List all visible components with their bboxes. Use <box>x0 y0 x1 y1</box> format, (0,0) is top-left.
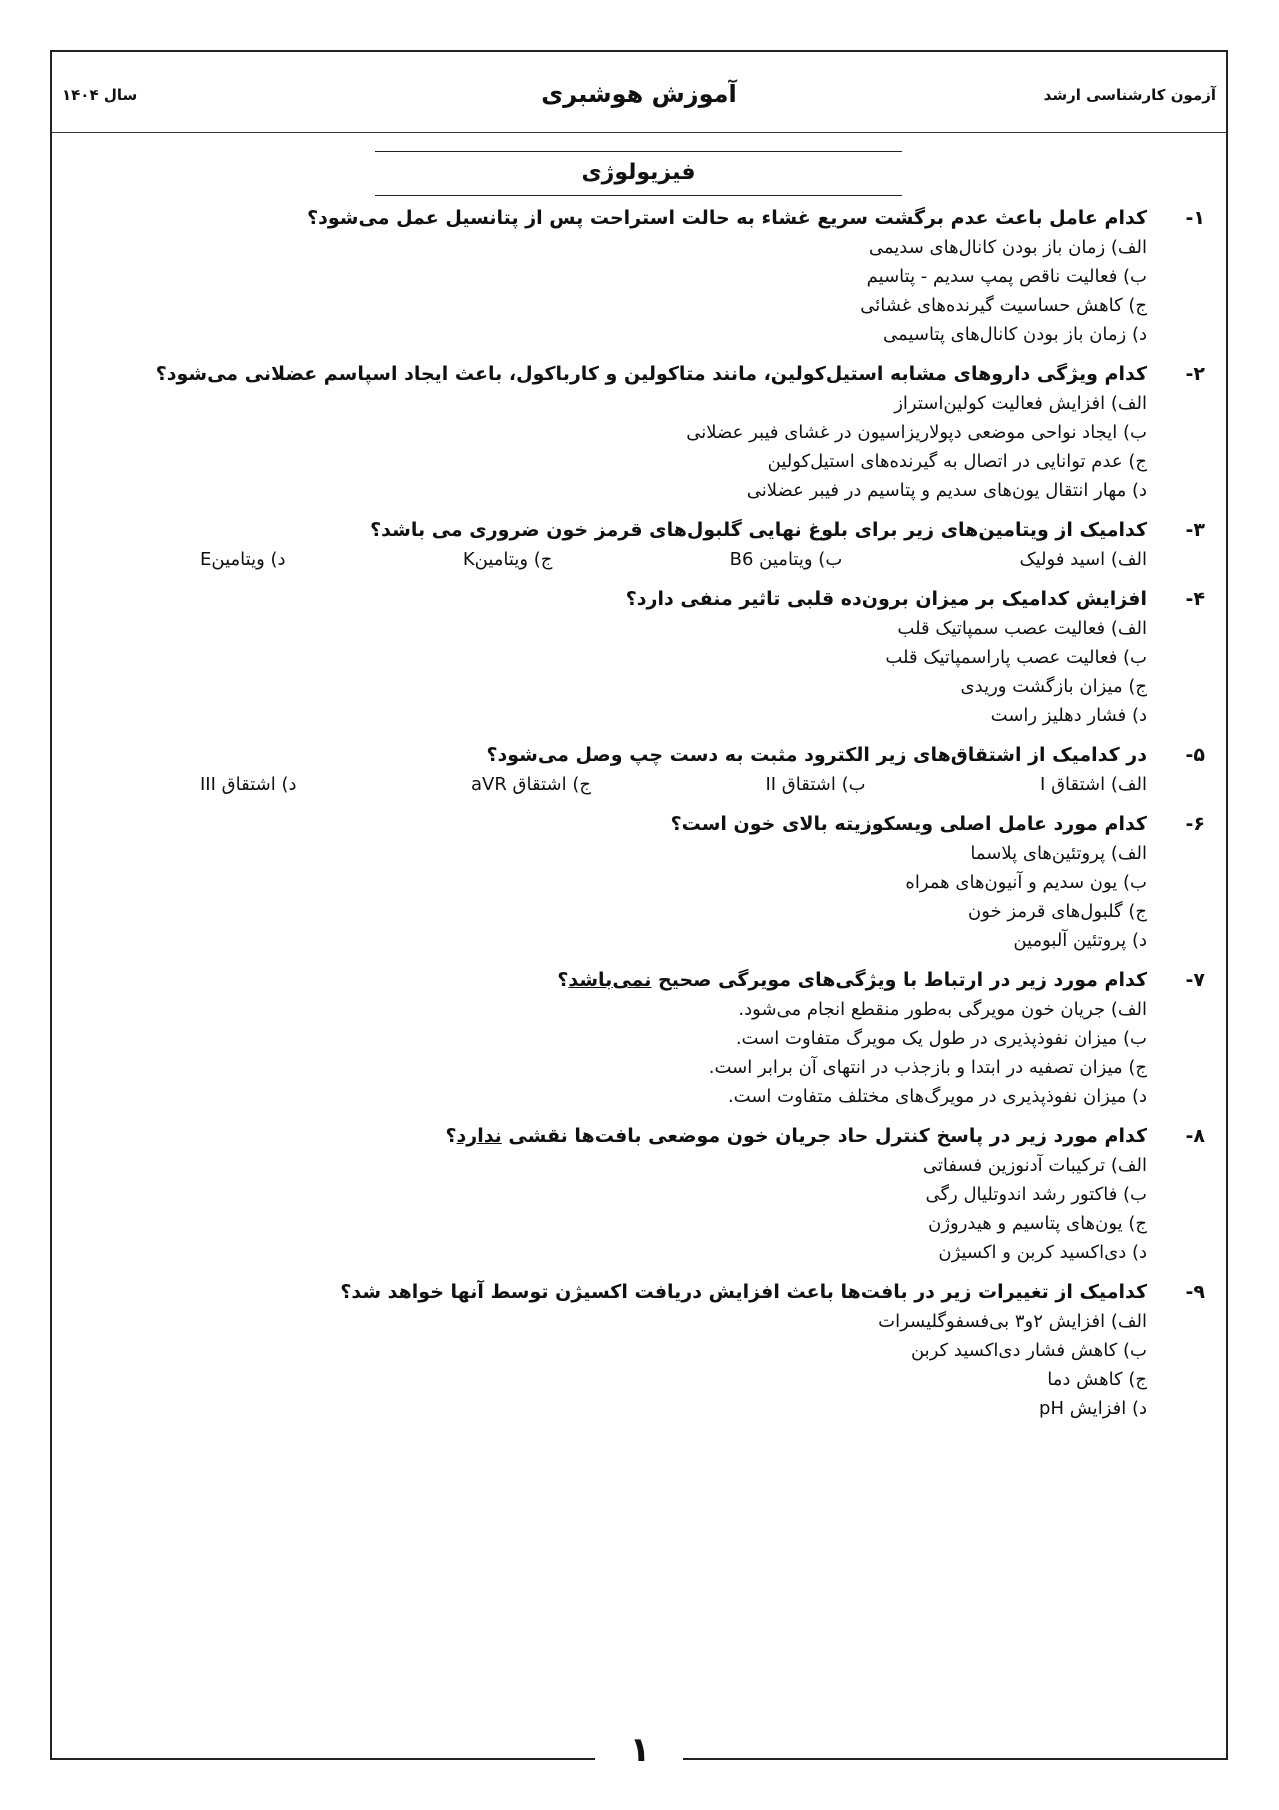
option-a[interactable]: الف) ترکیبات آدنوزین فسفاتی <box>922 1155 1147 1176</box>
option-c[interactable]: ج) میزان بازگشت وریدی <box>960 676 1147 697</box>
header-title: آموزش هوشبری <box>541 80 737 108</box>
option-d[interactable]: د) زمان باز بودن کانال‌های پتاسیمی <box>883 324 1147 345</box>
option-b[interactable]: ب) ایجاد نواحی موضعی دپولاریزاسیون در غشای فیبر عضلانی <box>686 422 1147 443</box>
options <box>110 614 1205 730</box>
question-stem <box>110 584 1205 614</box>
question-stem <box>110 965 1205 995</box>
question-7 <box>110 965 1205 1111</box>
question-6 <box>110 809 1205 955</box>
option-d[interactable]: د) فشار دهلیز راست <box>990 705 1147 726</box>
question-1 <box>110 203 1205 349</box>
question-stem <box>110 515 1205 545</box>
option-d[interactable]: د) مهار انتقال یون‌های سدیم و پتاسیم در فیبر عضلانی <box>746 480 1147 501</box>
question-8 <box>110 1121 1205 1267</box>
subject-rule-top <box>375 151 902 152</box>
option-c[interactable]: ج) ویتامینK <box>462 549 553 570</box>
question-stem <box>110 1277 1205 1307</box>
option-b[interactable]: ب) میزان نفوذپذیری در طول یک مویرگ متفاوت است. <box>735 1028 1147 1049</box>
option-b[interactable]: ب) فاکتور رشد اندوتلیال رگی <box>925 1184 1147 1205</box>
question-text: در کدامیک از اشتقاق‌های زیر الکترود مثبت به دست چپ وصل می‌شود؟ <box>486 744 1147 766</box>
exam-year: سال ۱۴۰۴ <box>62 86 138 104</box>
option-a[interactable]: الف) فعالیت عصب سمپاتیک قلب <box>897 618 1147 639</box>
question-text: افزایش کدامیک بر میزان برون‌ده قلبی تاثیر منفی دارد؟ <box>625 588 1147 610</box>
option-b[interactable]: ب) کاهش فشار دی‌اکسید کربن <box>910 1340 1147 1361</box>
options <box>110 839 1205 955</box>
footer-rule-right <box>683 1758 1228 1760</box>
question-text: کدام عامل باعث عدم برگشت سریع غشاء به حالت استراحت پس از پتانسیل عمل می‌شود؟ <box>307 207 1147 229</box>
question-number: ۹- <box>1185 1281 1205 1303</box>
question-4 <box>110 584 1205 730</box>
option-c[interactable]: ج) کاهش حساسیت گیرنده‌های غشائی <box>860 295 1147 316</box>
question-text: کدامیک از تغییرات زیر در بافت‌ها باعث افزایش دریافت اکسیژن توسط آنها خواهد شد؟ <box>340 1281 1147 1303</box>
question-mark: ؟ <box>445 1125 457 1147</box>
options <box>110 1151 1205 1267</box>
option-a[interactable]: الف) جریان خون مویرگی به‌طور منقطع انجام می‌شود. <box>738 999 1147 1020</box>
question-stem <box>110 740 1205 770</box>
question-number: ۴- <box>1185 588 1205 610</box>
question-list <box>110 203 1205 1433</box>
question-number: ۱- <box>1185 207 1205 229</box>
options <box>110 770 1205 799</box>
question-text: کدام مورد زیر در پاسخ کنترل حاد جریان خون موضعی بافت‌ها نقشی <box>501 1125 1147 1147</box>
option-b[interactable]: ب) فعالیت ناقص پمپ سدیم - پتاسیم <box>866 266 1147 287</box>
option-c[interactable]: ج) اشتقاق aVR <box>470 774 591 795</box>
subject-title: فیزیولوژی <box>581 160 696 185</box>
question-text: کدامیک از ویتامین‌های زیر برای بلوغ نهایی گلبول‌های قرمز خون ضروری می باشد؟ <box>370 519 1147 541</box>
question-number: ۳- <box>1185 519 1205 541</box>
question-number: ۷- <box>1185 969 1205 991</box>
option-a[interactable]: الف) افزایش فعالیت کولین‌استراز <box>894 393 1147 414</box>
question-text: کدام مورد زیر در ارتباط با ویژگی‌های مویرگی صحیح <box>651 969 1147 991</box>
question-5 <box>110 740 1205 799</box>
option-d[interactable]: د) اشتقاق III <box>200 774 297 795</box>
question-stem <box>110 1121 1205 1151</box>
header-divider <box>52 132 1226 133</box>
question-number: ۵- <box>1185 744 1205 766</box>
exam-name: آزمون کارشناسی ارشد <box>1043 86 1216 104</box>
option-c[interactable]: ج) کاهش دما <box>1047 1369 1147 1390</box>
options <box>110 1307 1205 1423</box>
option-b[interactable]: ب) ویتامین B6 <box>729 549 843 570</box>
negation-word: نمی‌باشد <box>568 969 652 991</box>
option-a[interactable]: الف) پروتئین‌های پلاسما <box>970 843 1147 864</box>
option-d[interactable]: د) دی‌اکسید کربن و اکسیژن <box>938 1242 1147 1263</box>
option-c[interactable]: ج) میزان تصفیه در ابتدا و بازجذب در انتهای آن برابر است. <box>708 1057 1147 1078</box>
options <box>110 389 1205 505</box>
options <box>110 233 1205 349</box>
option-d[interactable]: د) پروتئین آلبومین <box>1013 930 1147 951</box>
option-c[interactable]: ج) یون‌های پتاسیم و هیدروژن <box>928 1213 1147 1234</box>
option-c[interactable]: ج) گلبول‌های قرمز خون <box>968 901 1147 922</box>
option-a[interactable]: الف) اشتقاق I <box>1040 774 1147 795</box>
footer-rule-left <box>50 1758 595 1760</box>
option-b[interactable]: ب) یون سدیم و آنیون‌های همراه <box>905 872 1147 893</box>
page-number: ۱ <box>629 1730 651 1770</box>
question-stem <box>110 359 1205 389</box>
question-stem <box>110 203 1205 233</box>
option-c[interactable]: ج) عدم توانایی در اتصال به گیرنده‌های استیل‌کولین <box>767 451 1147 472</box>
option-d[interactable]: د) افزایش pH <box>1039 1398 1147 1419</box>
option-b[interactable]: ب) اشتقاق II <box>765 774 866 795</box>
question-mark: ؟ <box>557 969 569 991</box>
question-text: کدام مورد عامل اصلی ویسکوزیته بالای خون است؟ <box>670 813 1147 835</box>
question-3 <box>110 515 1205 574</box>
negation-word: ندارد <box>456 1125 502 1147</box>
question-stem <box>110 809 1205 839</box>
option-b[interactable]: ب) فعالیت عصب پاراسمپاتیک قلب <box>885 647 1147 668</box>
question-number: ۸- <box>1185 1125 1205 1147</box>
option-d[interactable]: د) ویتامینE <box>200 549 286 570</box>
question-2 <box>110 359 1205 505</box>
options <box>110 545 1205 574</box>
option-d[interactable]: د) میزان نفوذپذیری در مویرگ‌های مختلف متفاوت است. <box>727 1086 1147 1107</box>
question-number: ۶- <box>1185 813 1205 835</box>
question-text: کدام ویژگی داروهای مشابه استیل‌کولین، مانند متاکولین و کارباکول، باعث ایجاد اسپاسم عضلانی می‌شود؟ <box>155 363 1147 385</box>
question-9 <box>110 1277 1205 1423</box>
option-a[interactable]: الف) افزایش ۲و۳ بی‌فسفوگلیسرات <box>878 1311 1147 1332</box>
subject-rule-bottom <box>375 195 902 196</box>
option-a[interactable]: الف) زمان باز بودن کانال‌های سدیمی <box>868 237 1147 258</box>
option-a[interactable]: الف) اسید فولیک <box>1019 549 1147 570</box>
question-number: ۲- <box>1185 363 1205 385</box>
page-header <box>62 80 1216 120</box>
options <box>110 995 1205 1111</box>
